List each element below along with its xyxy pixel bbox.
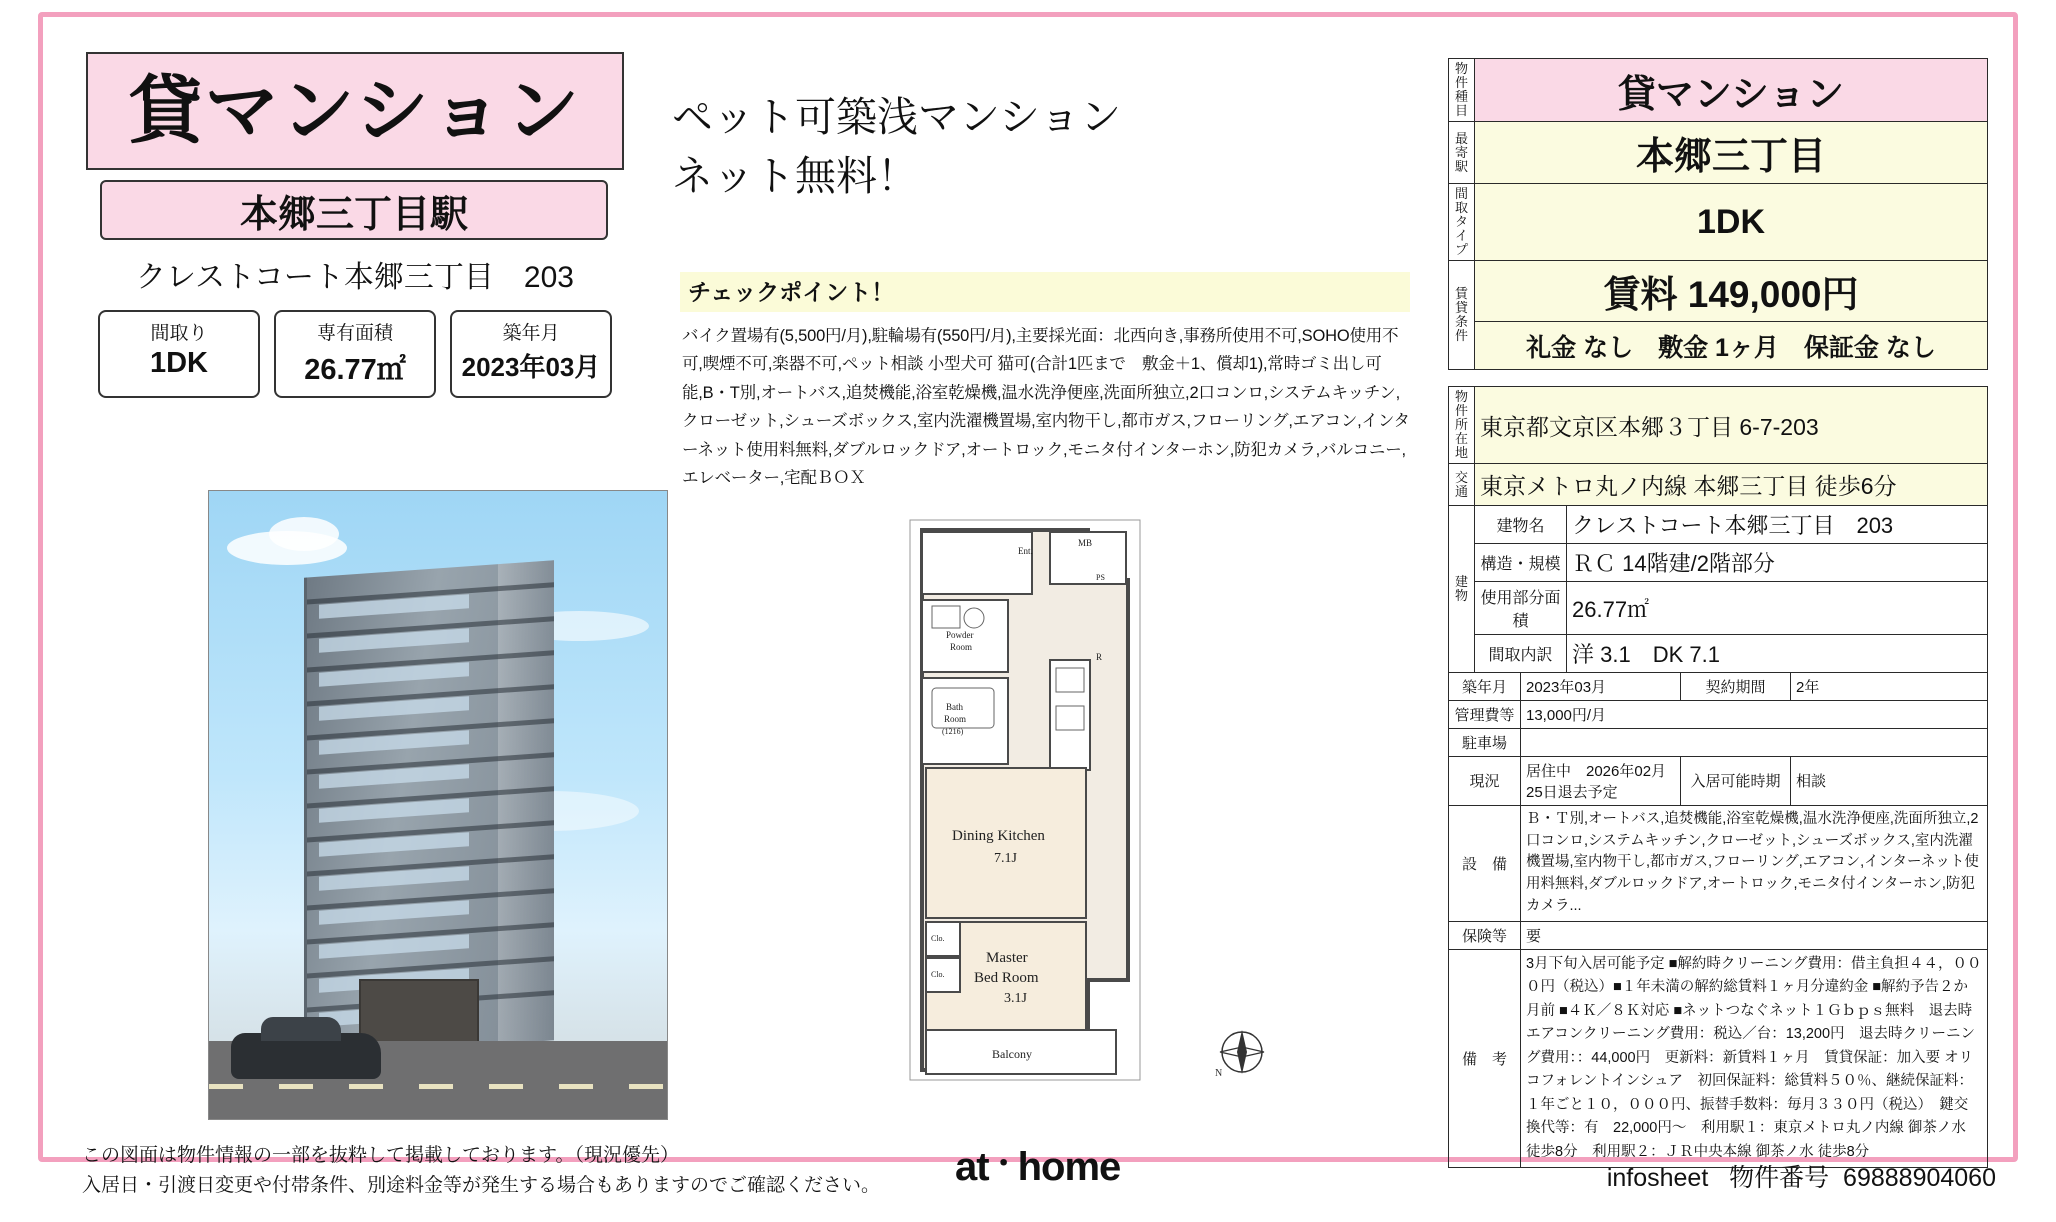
value-insurance: 要 bbox=[1521, 921, 1988, 949]
value-status: 居住中 2026年02月25日退去予定 bbox=[1521, 756, 1681, 805]
spec-card-built-label: 築年月 bbox=[502, 323, 560, 344]
athome-logo-dot: ・ bbox=[988, 1148, 1018, 1181]
svg-text:Room: Room bbox=[944, 714, 967, 724]
athome-logo-at: at bbox=[955, 1145, 989, 1189]
spec-card-layout-label: 間取り bbox=[150, 323, 208, 344]
value-transport: 東京メトロ丸ノ内線 本郷三丁目 徒歩6分 bbox=[1475, 464, 1988, 506]
footer-disclaimer-line-2: 入居日・引渡日変更や付帯条件、別途料金等が発生する場合もありますのでご確認ください。 bbox=[82, 1174, 881, 1196]
detail-table-2 bbox=[1448, 672, 1988, 1168]
value-contract-period: 2年 bbox=[1791, 672, 1988, 700]
building-entrance bbox=[359, 979, 479, 1049]
cloud-shape bbox=[269, 517, 339, 551]
spec-card-area-value: 26.77㎡ bbox=[304, 354, 406, 386]
table-row bbox=[1449, 184, 1988, 261]
svg-text:Clo.: Clo. bbox=[931, 934, 945, 943]
property-number-value: 69888904060 bbox=[1843, 1164, 1996, 1192]
spec-card-built bbox=[450, 310, 612, 398]
headline-line-1: ペット可築浅マンション bbox=[672, 94, 1122, 140]
table-row bbox=[1449, 544, 1988, 582]
floor-plan bbox=[900, 510, 1223, 1110]
table-row bbox=[1449, 464, 1988, 506]
building-side-band bbox=[498, 560, 554, 1044]
value-layout-type: 1DK bbox=[1475, 184, 1988, 261]
svg-text:7.1J: 7.1J bbox=[994, 851, 1017, 866]
table-row bbox=[1449, 387, 1988, 464]
svg-text:Room: Room bbox=[950, 642, 973, 652]
spec-card-row bbox=[86, 310, 624, 398]
label-address: 物 件 所 在 地 bbox=[1449, 387, 1475, 464]
table-row bbox=[1449, 582, 1988, 635]
parked-car bbox=[231, 1033, 381, 1079]
headline-line-2: ネット無料！ bbox=[672, 153, 918, 200]
property-type-title bbox=[86, 52, 624, 170]
athome-logo-home: home bbox=[1017, 1145, 1121, 1189]
table-row bbox=[1449, 122, 1988, 184]
summary-table bbox=[1448, 58, 1988, 370]
building-name-heading: クレストコート本郷三丁目 203 bbox=[136, 261, 574, 294]
footer-disclaimer-line-1: この図面は物件情報の一部を抜粋して掲載しております。（現況優先） bbox=[82, 1145, 679, 1167]
station-badge-text: 本郷三丁目駅 bbox=[239, 193, 468, 236]
label-structure-scale: 構造・規模 bbox=[1475, 544, 1567, 582]
label-rent-conditions: 賃 貸 条 件 bbox=[1449, 261, 1475, 370]
compass-icon bbox=[1214, 1024, 1270, 1080]
spec-card-built-value: 2023年03月 bbox=[461, 352, 601, 382]
label-contract-period: 契約期間 bbox=[1681, 672, 1791, 700]
right-column bbox=[1448, 58, 1988, 1168]
label-layout-type: 間 取 タ イ プ bbox=[1449, 184, 1475, 261]
table-row bbox=[1449, 700, 1988, 728]
left-column bbox=[86, 52, 646, 398]
station-badge bbox=[100, 180, 608, 240]
checkpoint-label: チェックポイント！ bbox=[688, 279, 895, 305]
table-row bbox=[1449, 261, 1988, 322]
table-row bbox=[1449, 672, 1988, 700]
label-management-fee: 管理費等 bbox=[1449, 700, 1521, 728]
svg-text:Balcony: Balcony bbox=[992, 1047, 1032, 1061]
svg-text:MB: MB bbox=[1078, 538, 1093, 548]
svg-text:Ent.: Ent. bbox=[1018, 546, 1033, 556]
value-parking bbox=[1521, 728, 1988, 756]
headline bbox=[672, 88, 1312, 207]
label-built: 築年月 bbox=[1449, 672, 1521, 700]
label-exclusive-area: 使用部分面積 bbox=[1475, 582, 1567, 635]
svg-text:R: R bbox=[1096, 652, 1103, 662]
building-photo bbox=[208, 490, 668, 1120]
checkpoint-banner bbox=[680, 272, 1410, 312]
value-nearest-station: 本郷三丁目 bbox=[1475, 122, 1988, 184]
table-row bbox=[1449, 728, 1988, 756]
detail-table bbox=[1448, 386, 1988, 673]
label-equipment: 設 備 bbox=[1449, 805, 1521, 921]
checkpoint-body: バイク置場有(5,500円/月),駐輪場有(550円/月),主要採光面：北西向き,事務所使用不可,SOHO使用不可,喫煙不可,楽器不可,ペット相談 小型犬可 猫可(合計1匹まで 敷金＋1、償却1),常時ゴミ出し可能,B・T別,オートバス,追焚機能,浴室乾燥機,温水洗浄便座,洗面所独立,2口コンロ,システムキッチン,クローゼット,シューズボックス,室内洗濯機置場,室内物干し,都市ガス,フローリング,エアコン,インターネット使用料無料,ダブルロックドア,オートロック,モニタ付インターホン,防犯カメラ,バルコニー,エレベーター,宅配ＢＯＸ bbox=[682, 327, 1410, 487]
svg-text:Master: Master bbox=[986, 950, 1028, 966]
floor-plan-svg bbox=[900, 510, 1160, 1110]
label-building-name: 建物名 bbox=[1475, 506, 1567, 544]
svg-text:PS: PS bbox=[1096, 573, 1105, 582]
value-rent: 賃料 149,000円 bbox=[1475, 261, 1988, 322]
svg-text:N: N bbox=[1215, 1068, 1223, 1079]
spec-card-layout-value: 1DK bbox=[149, 347, 208, 379]
value-movein-time: 相談 bbox=[1791, 756, 1988, 805]
svg-text:Dining Kitchen: Dining Kitchen bbox=[952, 828, 1045, 844]
value-management-fee: 13,000円/月 bbox=[1521, 700, 1988, 728]
value-equipment: Ｂ・Ｔ別,オートバス,追焚機能,浴室乾燥機,温水洗浄便座,洗面所独立,2口コンロ,システムキッチン,クローゼット,シューズボックス,室内洗濯機置場,室内物干し,都市ガス,フローリング,エアコン,インターネット使用料無料,ダブルロックドア,オートロック,モニタ付インターホン,防犯カメラ... bbox=[1521, 805, 1988, 921]
value-exclusive-area: 26.77㎡ bbox=[1567, 582, 1988, 635]
svg-text:3.1J: 3.1J bbox=[1004, 991, 1027, 1006]
road-marking bbox=[209, 1084, 667, 1089]
label-insurance: 保険等 bbox=[1449, 921, 1521, 949]
value-item-type: 貸マンション bbox=[1475, 59, 1988, 122]
label-building: 建 物 bbox=[1449, 506, 1475, 673]
table-row bbox=[1449, 949, 1988, 1167]
value-rent-conditions: 礼金 なし 敷金 1ヶ月 保証金 なし bbox=[1475, 322, 1988, 370]
label-transport: 交 通 bbox=[1449, 464, 1475, 506]
svg-text:(1216): (1216) bbox=[942, 727, 964, 736]
table-row bbox=[1449, 506, 1988, 544]
table-row bbox=[1449, 322, 1988, 370]
label-movein-time: 入居可能時期 bbox=[1681, 756, 1791, 805]
svg-text:Clo.: Clo. bbox=[931, 970, 945, 979]
footer-disclaimer bbox=[82, 1141, 880, 1200]
label-layout-detail: 間取内訳 bbox=[1475, 635, 1567, 673]
spec-card-area bbox=[274, 310, 436, 398]
infosheet-label: infosheet bbox=[1606, 1164, 1709, 1192]
value-building-name: クレストコート本郷三丁目 203 bbox=[1567, 506, 1988, 544]
label-notes: 備 考 bbox=[1449, 949, 1521, 1167]
svg-text:Powder: Powder bbox=[946, 630, 974, 640]
label-item-type: 物 件 種 目 bbox=[1449, 59, 1475, 122]
infosheet-footer bbox=[1607, 1158, 1996, 1194]
value-notes: 3月下旬入居可能予定 ■解約時クリーニング費用：借主負担４４，０００円（税込）■１年未満の解約総賃料１ヶ月分違約金 ■解約予告２か月前 ■４Ｋ／８Ｋ対応 ■ネットつなぐネット１Ｇｂｐｓ無料 退去時エアコンクリーニング費用：税込／台：13,200円 退去時クリーニング費用：：44,000円 更新料：新賃料１ヶ月 賃貸保証：加入要 オリコフォレントインシュア 初回保証料：総賃料５０％、継続保証料：１年ごと１０，０００円、振替手数料：毎月３３０円（税込） 鍵交換代等：有 22,000円〜 利用駅１：東京メトロ丸ノ内線 御茶ノ水 徒歩8分 利用駅２：ＪＲ中央本線 御茶ノ水 徒歩8分 bbox=[1521, 949, 1988, 1167]
table-row bbox=[1449, 805, 1988, 921]
value-built: 2023年03月 bbox=[1521, 672, 1681, 700]
spec-card-layout bbox=[98, 310, 260, 398]
table-row bbox=[1449, 59, 1988, 122]
athome-logo bbox=[955, 1139, 1120, 1190]
property-type-title-text: 貸マンション bbox=[128, 69, 582, 152]
value-structure-scale: ＲＣ 14階建/2階部分 bbox=[1567, 544, 1988, 582]
table-row bbox=[1449, 635, 1988, 673]
label-parking: 駐車場 bbox=[1449, 728, 1521, 756]
table-row bbox=[1449, 921, 1988, 949]
label-nearest-station: 最 寄 駅 bbox=[1449, 122, 1475, 184]
spec-card-area-label: 専有面積 bbox=[316, 323, 393, 344]
table-row bbox=[1449, 756, 1988, 805]
value-layout-detail: 洋 3.1 DK 7.1 bbox=[1567, 635, 1988, 673]
svg-text:Bath: Bath bbox=[946, 702, 963, 712]
property-number-label: 物件番号 bbox=[1729, 1164, 1830, 1192]
value-address: 東京都文京区本郷３丁目 6-7-203 bbox=[1475, 387, 1988, 464]
svg-text:Bed Room: Bed Room bbox=[974, 970, 1039, 986]
label-status: 現況 bbox=[1449, 756, 1521, 805]
